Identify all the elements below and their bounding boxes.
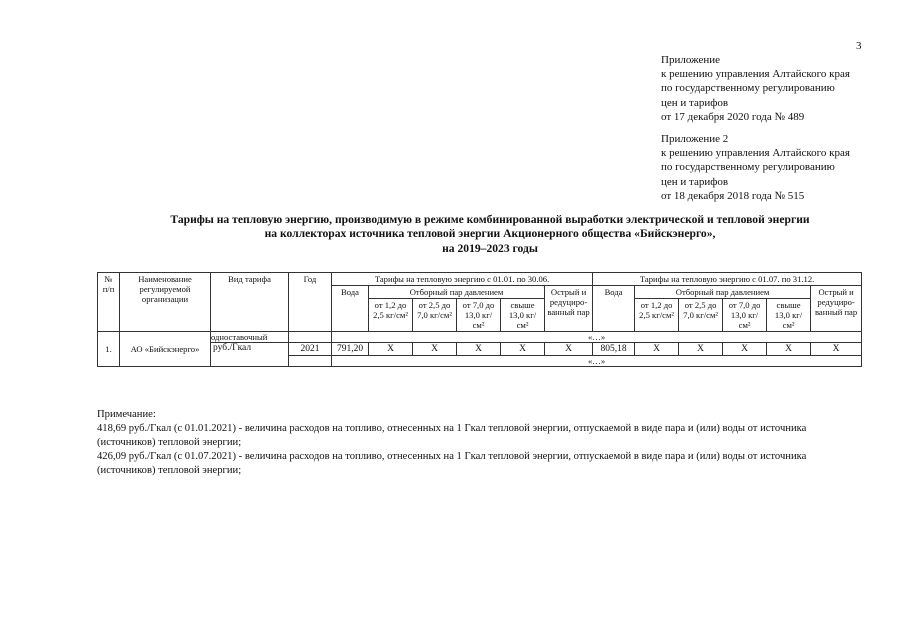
cell-value: 805,18 xyxy=(593,343,635,356)
table-row xyxy=(98,332,862,343)
empty-cell xyxy=(289,332,332,343)
appendix-line: цен и тарифов xyxy=(661,96,729,109)
cell-value: Х xyxy=(767,343,811,356)
cell-value: Х xyxy=(413,343,457,356)
title-line: на коллекторах источника тепловой энергии Акционерного общества «Бийскэнерго», xyxy=(264,227,716,241)
col-header-num: № п/п xyxy=(98,273,120,332)
cell-value: Х xyxy=(635,343,679,356)
cell-tariff-kind: одноставочный xyxy=(211,332,289,343)
cell-ellipsis: «…» xyxy=(332,332,862,343)
col-header-org: Наименование регулируемой организации xyxy=(120,273,211,332)
appendix-line: от 17 декабря 2020 года № 489 xyxy=(661,110,805,123)
cell-value: Х xyxy=(369,343,413,356)
col-header-year: Год xyxy=(289,273,332,332)
col-header-pressure: от 7,0 до 13,0 кг/см² xyxy=(723,299,767,332)
appendix-line: к решению управления Алтайского края xyxy=(661,147,850,160)
col-header-pressure: от 7,0 до 13,0 кг/см² xyxy=(457,299,501,332)
title-line: на 2019–2023 годы xyxy=(442,241,538,255)
cell-ellipsis: «…» xyxy=(332,356,862,367)
col-header-sharp-steam: Острый и редуцированный пар xyxy=(811,286,862,332)
cell-unit: руб./Гкал xyxy=(211,343,289,367)
header-row xyxy=(98,273,862,286)
cell-value: Х xyxy=(457,343,501,356)
note-line: 418,69 руб./Гкал (с 01.01.2021) - величина расходов на топливо, отнесенных на 1 Гкал тепловой энергии, отпускаемой в виде пара и (или) воды от источника xyxy=(97,423,807,434)
note-line: 426,09 руб./Гкал (с 01.07.2021) - величина расходов на топливо, отнесенных на 1 Гкал тепловой энергии, отпускаемой в виде пара и (или) воды от источника xyxy=(97,451,807,462)
col-header-water: Вода xyxy=(332,286,369,332)
col-header-pressure: от 2,5 до 7,0 кг/см² xyxy=(413,299,457,332)
cell-value: Х xyxy=(545,343,593,356)
notes-section xyxy=(97,408,865,478)
col-header-kind: Вид тарифа xyxy=(211,273,289,332)
col-header-period-1: Тарифы на тепловую энергию с 01.01. по 30.06. xyxy=(332,273,593,286)
appendix-line: по государственному регулированию xyxy=(661,161,835,174)
col-header-pressure: свыше 13,0 кг/см² xyxy=(767,299,811,332)
cell-num: 1. xyxy=(98,332,120,367)
empty-cell xyxy=(289,356,332,367)
col-header-water: Вода xyxy=(593,286,635,332)
cell-year: 2021 xyxy=(289,343,332,356)
tariff-table xyxy=(97,272,862,367)
col-header-pressure: свыше 13,0 кг/см² xyxy=(501,299,545,332)
appendix-line: Приложение xyxy=(661,54,721,66)
note-line: (источников) тепловой энергии; xyxy=(97,437,242,448)
document-title xyxy=(95,213,885,256)
col-header-pressure: от 1,2 до 2,5 кг/см² xyxy=(369,299,413,332)
notes-heading: Примечание: xyxy=(97,409,156,420)
table-row xyxy=(98,343,862,356)
cell-org: АО «Бийскэнерго» xyxy=(120,332,211,367)
appendix-line: к решению управления Алтайского края xyxy=(661,68,850,81)
cell-value: 791,20 xyxy=(332,343,369,356)
appendix-line: Приложение 2 xyxy=(661,133,729,145)
col-header-pressure: от 2,5 до 7,0 кг/см² xyxy=(679,299,723,332)
cell-value: Х xyxy=(723,343,767,356)
col-header-pressure: от 1,2 до 2,5 кг/см² xyxy=(635,299,679,332)
cell-value: Х xyxy=(811,343,862,356)
col-header-period-2: Тарифы на тепловую энергию с 01.07. по 31.12. xyxy=(593,273,862,286)
appendix-line: по государственному регулированию xyxy=(661,82,835,95)
page-number: 3 xyxy=(856,40,862,52)
col-header-steam: Отборный пар давлением xyxy=(369,286,545,299)
col-header-steam: Отборный пар давлением xyxy=(635,286,811,299)
appendix-2-header xyxy=(661,132,850,203)
appendix-1-header xyxy=(661,53,850,124)
appendix-line: от 18 декабря 2018 года № 515 xyxy=(661,189,805,202)
title-line: Тарифы на тепловую энергию, производимую в режиме комбинированной выработки электрической и тепловой энергии xyxy=(170,213,810,226)
cell-value: Х xyxy=(501,343,545,356)
col-header-sharp-steam: Острый и редуцированный пар xyxy=(545,286,593,332)
cell-value: Х xyxy=(679,343,723,356)
note-line: (источников) тепловой энергии; xyxy=(97,465,242,476)
appendix-line: цен и тарифов xyxy=(661,175,729,188)
